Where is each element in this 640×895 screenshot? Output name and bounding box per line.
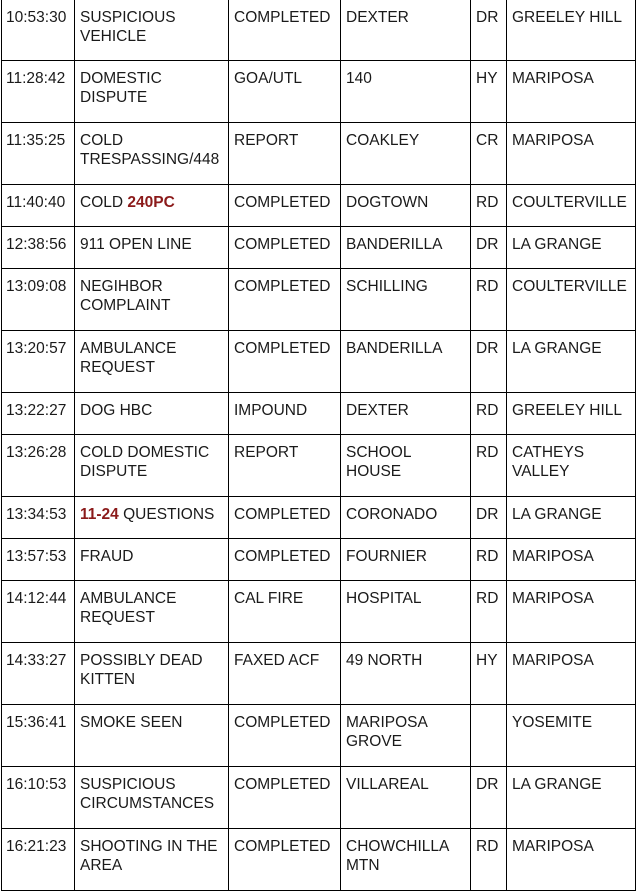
call-city-text: COULTERVILLE: [512, 278, 627, 295]
call-city-text: GREELEY HILL: [512, 9, 622, 26]
call-disposition: [229, 185, 341, 227]
call-street-text: HOUSE: [346, 463, 402, 480]
call-disposition: [229, 435, 341, 497]
call-disposition-text: REPORT: [234, 444, 299, 461]
call-street-text: 140: [346, 70, 372, 87]
call-type: [75, 581, 229, 643]
call-type-text: SMOKE SEEN: [80, 714, 183, 731]
call-time: [2, 269, 75, 331]
call-city-text: LA GRANGE: [512, 776, 602, 793]
call-disposition: [229, 331, 341, 393]
call-time: [2, 123, 75, 185]
call-time-text: 13:22:27: [6, 402, 67, 419]
call-street: [341, 185, 471, 227]
call-type-text: REQUEST: [80, 359, 155, 376]
call-street-suffix-text: DR: [476, 236, 499, 253]
call-type-text: NEGIHBOR: [80, 278, 163, 295]
call-street-suffix-text: RD: [476, 402, 499, 419]
call-time: [2, 331, 75, 393]
call-time: [2, 393, 75, 435]
call-city-text: MARIPOSA: [512, 548, 594, 565]
call-city: [507, 643, 636, 705]
call-street: [341, 331, 471, 393]
call-city-text: MARIPOSA: [512, 838, 594, 855]
call-street: [341, 643, 471, 705]
call-disposition-text: CAL FIRE: [234, 590, 304, 607]
call-disposition-text: COMPLETED: [234, 838, 331, 855]
call-street: [341, 435, 471, 497]
call-disposition: [229, 0, 341, 61]
call-city: [507, 767, 636, 829]
call-street-suffix-text: CR: [476, 132, 499, 149]
call-time-text: 12:38:56: [6, 236, 67, 253]
call-type: [75, 435, 229, 497]
call-street-text: 49 NORTH: [346, 652, 423, 669]
call-time: [2, 0, 75, 61]
call-street-suffix-text: RD: [476, 590, 499, 607]
call-street-suffix-text: DR: [476, 9, 499, 26]
call-street: [341, 0, 471, 61]
call-street-text: MTN: [346, 857, 380, 874]
call-street-suffix-text: RD: [476, 278, 499, 295]
call-disposition: [229, 643, 341, 705]
call-street: [341, 497, 471, 539]
call-street-suffix-text: HY: [476, 652, 498, 669]
call-type: [75, 497, 229, 539]
call-type-text: KITTEN: [80, 671, 136, 688]
table-row: [2, 829, 636, 891]
call-city: [507, 829, 636, 891]
call-street-suffix: [471, 393, 507, 435]
call-type-text: SHOOTING IN THE: [80, 838, 218, 855]
call-time: [2, 705, 75, 767]
call-type-text: COLD DOMESTIC: [80, 444, 210, 461]
call-disposition: [229, 269, 341, 331]
call-street-suffix: [471, 0, 507, 61]
call-street-suffix: [471, 185, 507, 227]
table-row: [2, 123, 636, 185]
call-city: [507, 393, 636, 435]
call-street-suffix: [471, 705, 507, 767]
call-type-text: POSSIBLY DEAD: [80, 652, 203, 669]
call-street: [341, 581, 471, 643]
call-disposition-text: COMPLETED: [234, 236, 331, 253]
table-row: [2, 435, 636, 497]
call-disposition: [229, 393, 341, 435]
call-street-suffix: [471, 497, 507, 539]
call-street-text: CHOWCHILLA: [346, 838, 450, 855]
table-row: [2, 0, 636, 61]
table-row: [2, 539, 636, 581]
call-disposition-text: COMPLETED: [234, 506, 331, 523]
call-city: [507, 497, 636, 539]
call-disposition: [229, 705, 341, 767]
call-street-suffix-text: HY: [476, 70, 498, 87]
call-street-text: COAKLEY: [346, 132, 420, 149]
call-city: [507, 435, 636, 497]
call-city-text: MARIPOSA: [512, 652, 594, 669]
call-street: [341, 705, 471, 767]
call-city-text: MARIPOSA: [512, 590, 594, 607]
call-time-text: 13:26:28: [6, 444, 67, 461]
call-street: [341, 227, 471, 269]
call-type-text: TRESPASSING/448: [80, 151, 220, 168]
call-type: [75, 393, 229, 435]
call-street-suffix: [471, 767, 507, 829]
call-type-text: DISPUTE: [80, 89, 148, 106]
call-city-text: LA GRANGE: [512, 506, 602, 523]
call-street-text: SCHOOL: [346, 444, 412, 461]
call-type-text: VEHICLE: [80, 28, 147, 45]
table-row: [2, 705, 636, 767]
call-disposition-text: COMPLETED: [234, 278, 331, 295]
call-disposition: [229, 581, 341, 643]
call-street: [341, 123, 471, 185]
table-row: [2, 227, 636, 269]
call-street: [341, 829, 471, 891]
call-street-text: GROVE: [346, 733, 402, 750]
call-time-text: 11:35:25: [6, 132, 66, 149]
call-type-text: SUSPICIOUS: [80, 776, 176, 793]
call-street-suffix: [471, 539, 507, 581]
penal-code-highlight: 11-24: [80, 506, 119, 523]
call-city-text: LA GRANGE: [512, 340, 602, 357]
call-type: [75, 185, 229, 227]
call-street-suffix-text: RD: [476, 548, 499, 565]
table-row: [2, 61, 636, 123]
call-time: [2, 581, 75, 643]
call-type-text: SUSPICIOUS: [80, 9, 176, 26]
table-row: [2, 581, 636, 643]
call-time: [2, 61, 75, 123]
call-type-text: COLD: [80, 194, 128, 211]
call-time-text: 15:36:41: [6, 714, 67, 731]
call-disposition-text: GOA/UTL: [234, 70, 303, 87]
call-log-table: [1, 0, 636, 891]
call-city: [507, 185, 636, 227]
call-type-text: FRAUD: [80, 548, 134, 565]
call-city: [507, 0, 636, 61]
call-type-text: QUESTIONS: [118, 506, 215, 523]
call-city-text: VALLEY: [512, 463, 570, 480]
call-street-suffix: [471, 581, 507, 643]
call-time: [2, 227, 75, 269]
call-disposition: [229, 61, 341, 123]
call-street-text: BANDERILLA: [346, 340, 443, 357]
call-disposition-text: COMPLETED: [234, 9, 331, 26]
call-disposition-text: COMPLETED: [234, 340, 331, 357]
call-disposition: [229, 123, 341, 185]
call-time-text: 16:21:23: [6, 838, 67, 855]
call-street-text: HOSPITAL: [346, 590, 422, 607]
call-street-suffix-text: DR: [476, 340, 499, 357]
call-disposition: [229, 829, 341, 891]
call-time-text: 14:12:44: [6, 590, 67, 607]
call-city: [507, 705, 636, 767]
call-type-text: COMPLAINT: [80, 297, 171, 314]
call-disposition: [229, 497, 341, 539]
call-disposition-text: FAXED ACF: [234, 652, 320, 669]
call-type-text: DOG HBC: [80, 402, 153, 419]
call-city: [507, 581, 636, 643]
call-type: [75, 269, 229, 331]
call-street: [341, 767, 471, 829]
call-city: [507, 61, 636, 123]
call-type-text: DISPUTE: [80, 463, 148, 480]
call-type: [75, 539, 229, 581]
call-time: [2, 539, 75, 581]
call-city-text: COULTERVILLE: [512, 194, 627, 211]
call-city-text: MARIPOSA: [512, 70, 594, 87]
call-time-text: 14:33:27: [6, 652, 67, 669]
call-time: [2, 497, 75, 539]
call-city: [507, 331, 636, 393]
call-street-text: BANDERILLA: [346, 236, 443, 253]
call-type-text: COLD: [80, 132, 124, 149]
call-type: [75, 0, 229, 61]
table-row: [2, 497, 636, 539]
call-disposition-text: COMPLETED: [234, 714, 331, 731]
call-street-suffix-text: RD: [476, 444, 499, 461]
call-street-suffix-text: DR: [476, 776, 499, 793]
call-city-text: GREELEY HILL: [512, 402, 622, 419]
call-type-text: DOMESTIC: [80, 70, 162, 87]
call-type-text: AMBULANCE: [80, 340, 177, 357]
call-time-text: 13:34:53: [6, 506, 67, 523]
call-disposition: [229, 767, 341, 829]
call-street: [341, 539, 471, 581]
call-time: [2, 643, 75, 705]
call-city: [507, 123, 636, 185]
call-street-suffix: [471, 269, 507, 331]
call-street-text: DEXTER: [346, 9, 409, 26]
call-time: [2, 829, 75, 891]
call-type: [75, 227, 229, 269]
call-time: [2, 185, 75, 227]
call-city: [507, 227, 636, 269]
call-type: [75, 705, 229, 767]
call-time-text: 11:40:40: [6, 194, 66, 211]
call-type-text: REQUEST: [80, 609, 155, 626]
call-type: [75, 61, 229, 123]
call-type-text: AMBULANCE: [80, 590, 177, 607]
call-street-suffix: [471, 435, 507, 497]
call-type: [75, 829, 229, 891]
call-street-text: CORONADO: [346, 506, 438, 523]
call-time-text: 10:53:30: [6, 9, 67, 26]
call-street-suffix-text: RD: [476, 194, 499, 211]
call-type: [75, 123, 229, 185]
call-type: [75, 643, 229, 705]
call-type-text: AREA: [80, 857, 123, 874]
call-time-text: 11:28:42: [6, 70, 66, 87]
call-street-suffix: [471, 331, 507, 393]
call-disposition-text: IMPOUND: [234, 402, 308, 419]
call-city-text: CATHEYS: [512, 444, 585, 461]
call-street-text: FOURNIER: [346, 548, 427, 565]
table-row: [2, 269, 636, 331]
call-street-suffix: [471, 123, 507, 185]
call-type-text: 911 OPEN LINE: [80, 236, 192, 253]
call-disposition: [229, 539, 341, 581]
call-street-suffix: [471, 643, 507, 705]
table-row: [2, 643, 636, 705]
table-row: [2, 185, 636, 227]
table-row: [2, 331, 636, 393]
call-disposition-text: COMPLETED: [234, 776, 331, 793]
table-row: [2, 393, 636, 435]
call-street-suffix-text: RD: [476, 838, 499, 855]
call-time-text: 13:57:53: [6, 548, 67, 565]
call-street: [341, 269, 471, 331]
call-street: [341, 393, 471, 435]
call-city-text: LA GRANGE: [512, 236, 602, 253]
call-time: [2, 435, 75, 497]
call-street-suffix-text: DR: [476, 506, 499, 523]
call-street-text: VILLAREAL: [346, 776, 429, 793]
call-disposition-text: REPORT: [234, 132, 299, 149]
call-street-text: MARIPOSA: [346, 714, 428, 731]
call-street-suffix: [471, 227, 507, 269]
call-city-text: MARIPOSA: [512, 132, 594, 149]
call-type: [75, 767, 229, 829]
call-street-suffix: [471, 829, 507, 891]
call-type-text: CIRCUMSTANCES: [80, 795, 215, 812]
call-street-suffix: [471, 61, 507, 123]
call-time: [2, 767, 75, 829]
call-time-text: 16:10:53: [6, 776, 67, 793]
call-log-body: [2, 0, 636, 891]
call-street-text: DEXTER: [346, 402, 409, 419]
call-city: [507, 539, 636, 581]
call-street-text: DOGTOWN: [346, 194, 429, 211]
call-disposition: [229, 227, 341, 269]
call-street-text: SCHILLING: [346, 278, 428, 295]
call-street: [341, 61, 471, 123]
call-city-text: YOSEMITE: [512, 714, 593, 731]
penal-code-highlight: 240PC: [127, 194, 175, 211]
call-disposition-text: COMPLETED: [234, 548, 331, 565]
call-city: [507, 269, 636, 331]
call-type: [75, 331, 229, 393]
call-time-text: 13:20:57: [6, 340, 67, 357]
table-row: [2, 767, 636, 829]
call-disposition-text: COMPLETED: [234, 194, 331, 211]
call-time-text: 13:09:08: [6, 278, 67, 295]
